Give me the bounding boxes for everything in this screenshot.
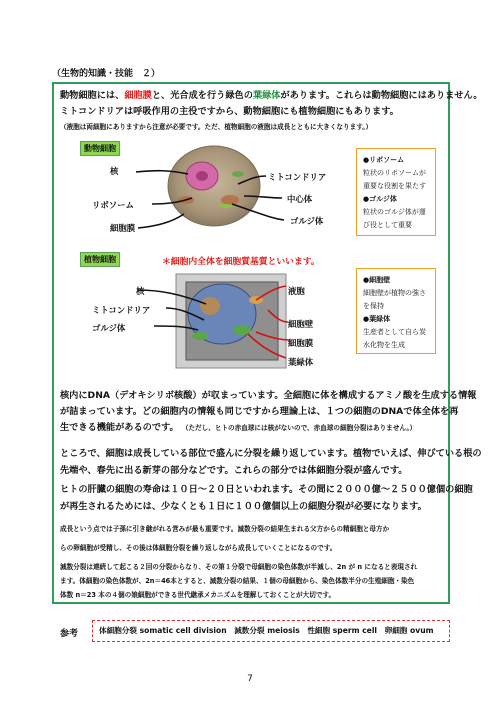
intro-note: （液胞は両細胞にありますから注意が必要です。ただ、植物細胞の液胞は成長とともに大きくなります。）: [60, 123, 373, 131]
division-line-2: 先端や、春先に出る新芽の部分などです。これらの部分では体細胞分裂が盛んです。: [60, 465, 408, 476]
liver-line-1: ヒトの肝臓の細胞の寿命は１０日〜２０日といわれます。その間に２０００億〜２５００億個の細胞: [60, 484, 473, 495]
note-line: ●リボソーム: [363, 156, 405, 164]
dna-text: 生できる機能があるのです。: [60, 422, 179, 433]
label-nucleus-plant: 核: [136, 286, 145, 296]
animal-cell-tag: 動物細胞: [80, 141, 120, 156]
meiosis-line-3: 減数分裂は連続して起こる２回の分裂からなり、その第１分裂で母細胞の染色体数が半減し、2n が n になると表現され: [60, 563, 418, 571]
note-line: ●葉緑体: [363, 315, 391, 323]
intro-text: 動物細胞には、: [60, 90, 125, 101]
label-vacuole: 液胞: [288, 286, 305, 296]
meiosis-line-5: 体数 n＝23 本の４個の娘細胞ができる世代継承メカニズムを理解しておくことが大切です。: [60, 591, 336, 599]
note-line: を保持: [363, 302, 384, 310]
label-mitochondria-plant: ミトコンドリア: [92, 305, 151, 315]
meiosis-line-4: ます。体細胞の染色体数が、2n＝46本とすると、減数分裂の結果、１個の母細胞から、染色体数半分の生殖細胞・染色: [60, 577, 415, 585]
division-line-1: ところで、細胞は成長している部位で盛んに分裂を繰り返しています。植物でいえば、伸びている根の: [60, 448, 482, 459]
label-ribosome: リボソーム: [92, 200, 134, 210]
label-nucleus: 核: [110, 166, 119, 176]
label-golgi: ゴルジ体: [290, 216, 324, 226]
label-mitochondria: ミトコンドリア: [268, 172, 327, 182]
intro-line-2: ミトコンドリアは呼吸作用の主役ですから、動物細胞にも植物細胞にもあります。: [60, 106, 399, 117]
label-cell-membrane-plant: 細胞膜: [288, 338, 314, 348]
note-line: 重要な役割を果たす: [363, 182, 426, 190]
note-line: 細胞壁が植物の強さ: [363, 289, 426, 297]
note-line: 粒状のリボソームが: [363, 169, 426, 177]
cell-wall-term: 細胞膜: [124, 90, 152, 101]
liver-line-2: が再生されるためには、少なくとも１日に１００億個以上の細胞分裂が必要になります。: [60, 501, 427, 512]
label-cell-membrane: 細胞膜: [110, 223, 136, 233]
cytoplasm-note: ＊細胞内全体を細胞質基質といいます。: [162, 257, 320, 267]
label-chloroplast: 葉緑体: [288, 357, 314, 367]
intro-text: と、光合成を行う緑色の: [151, 90, 253, 101]
section-header: （生物的知識・技能 ２）: [52, 69, 161, 79]
reference-label: 参考: [60, 629, 79, 639]
plant-note-box: [356, 268, 436, 354]
meiosis-line-1: 成長という点では子孫に引き継がれる営みが最も重要です。減数分裂の結果生まれる父方からの精細胞と母方か: [60, 525, 390, 533]
animal-note-box: [356, 148, 436, 236]
note-line: び役として重要: [363, 221, 412, 229]
red-blood-cell-note: （ただし、ヒトの赤血球には核がないので、赤血球の細胞分裂はありません。）: [181, 424, 417, 432]
page-number: 7: [247, 674, 253, 684]
reference-box: 体細胞分裂 somatic cell division 減数分裂 meiosis 性細胞 sperm cell 卵細胞 ovum: [92, 620, 450, 642]
intro-text: があります。これらは動物細胞にはありません。: [280, 90, 483, 101]
note-line: 水化物を生成: [363, 341, 405, 349]
note-line: 生産者として自ら炭: [363, 328, 426, 336]
meiosis-line-2: らの卵細胞が受精し、その後は体細胞分裂を繰り返しながら成長していくことになるのです。: [60, 544, 337, 552]
dna-line-2: が詰まっています。どの細胞内の情報も同じですから理論上は、１つの細胞のDNAで体全体を再: [60, 406, 459, 417]
label-centrosome: 中心体: [287, 194, 313, 204]
note-line: 粒状のゴルジ体が運: [363, 208, 426, 216]
note-line: ●ゴルジ体: [363, 195, 397, 203]
dna-line-1: 核内にDNA（デオキシリボ核酸）が収まっています。全細胞に体を構成するアミノ酸を生成する情報: [60, 390, 477, 401]
plant-cell-tag: 植物細胞: [80, 252, 120, 267]
animal-cell-diagram: [60, 140, 360, 252]
intro-line-1: [60, 88, 482, 104]
label-golgi-plant: ゴルジ体: [92, 323, 126, 333]
label-cell-wall: 細胞壁: [288, 319, 314, 329]
dna-line-3: [60, 420, 416, 436]
chloroplast-term: 葉緑体: [252, 90, 281, 101]
note-line: ●細胞壁: [363, 276, 391, 284]
